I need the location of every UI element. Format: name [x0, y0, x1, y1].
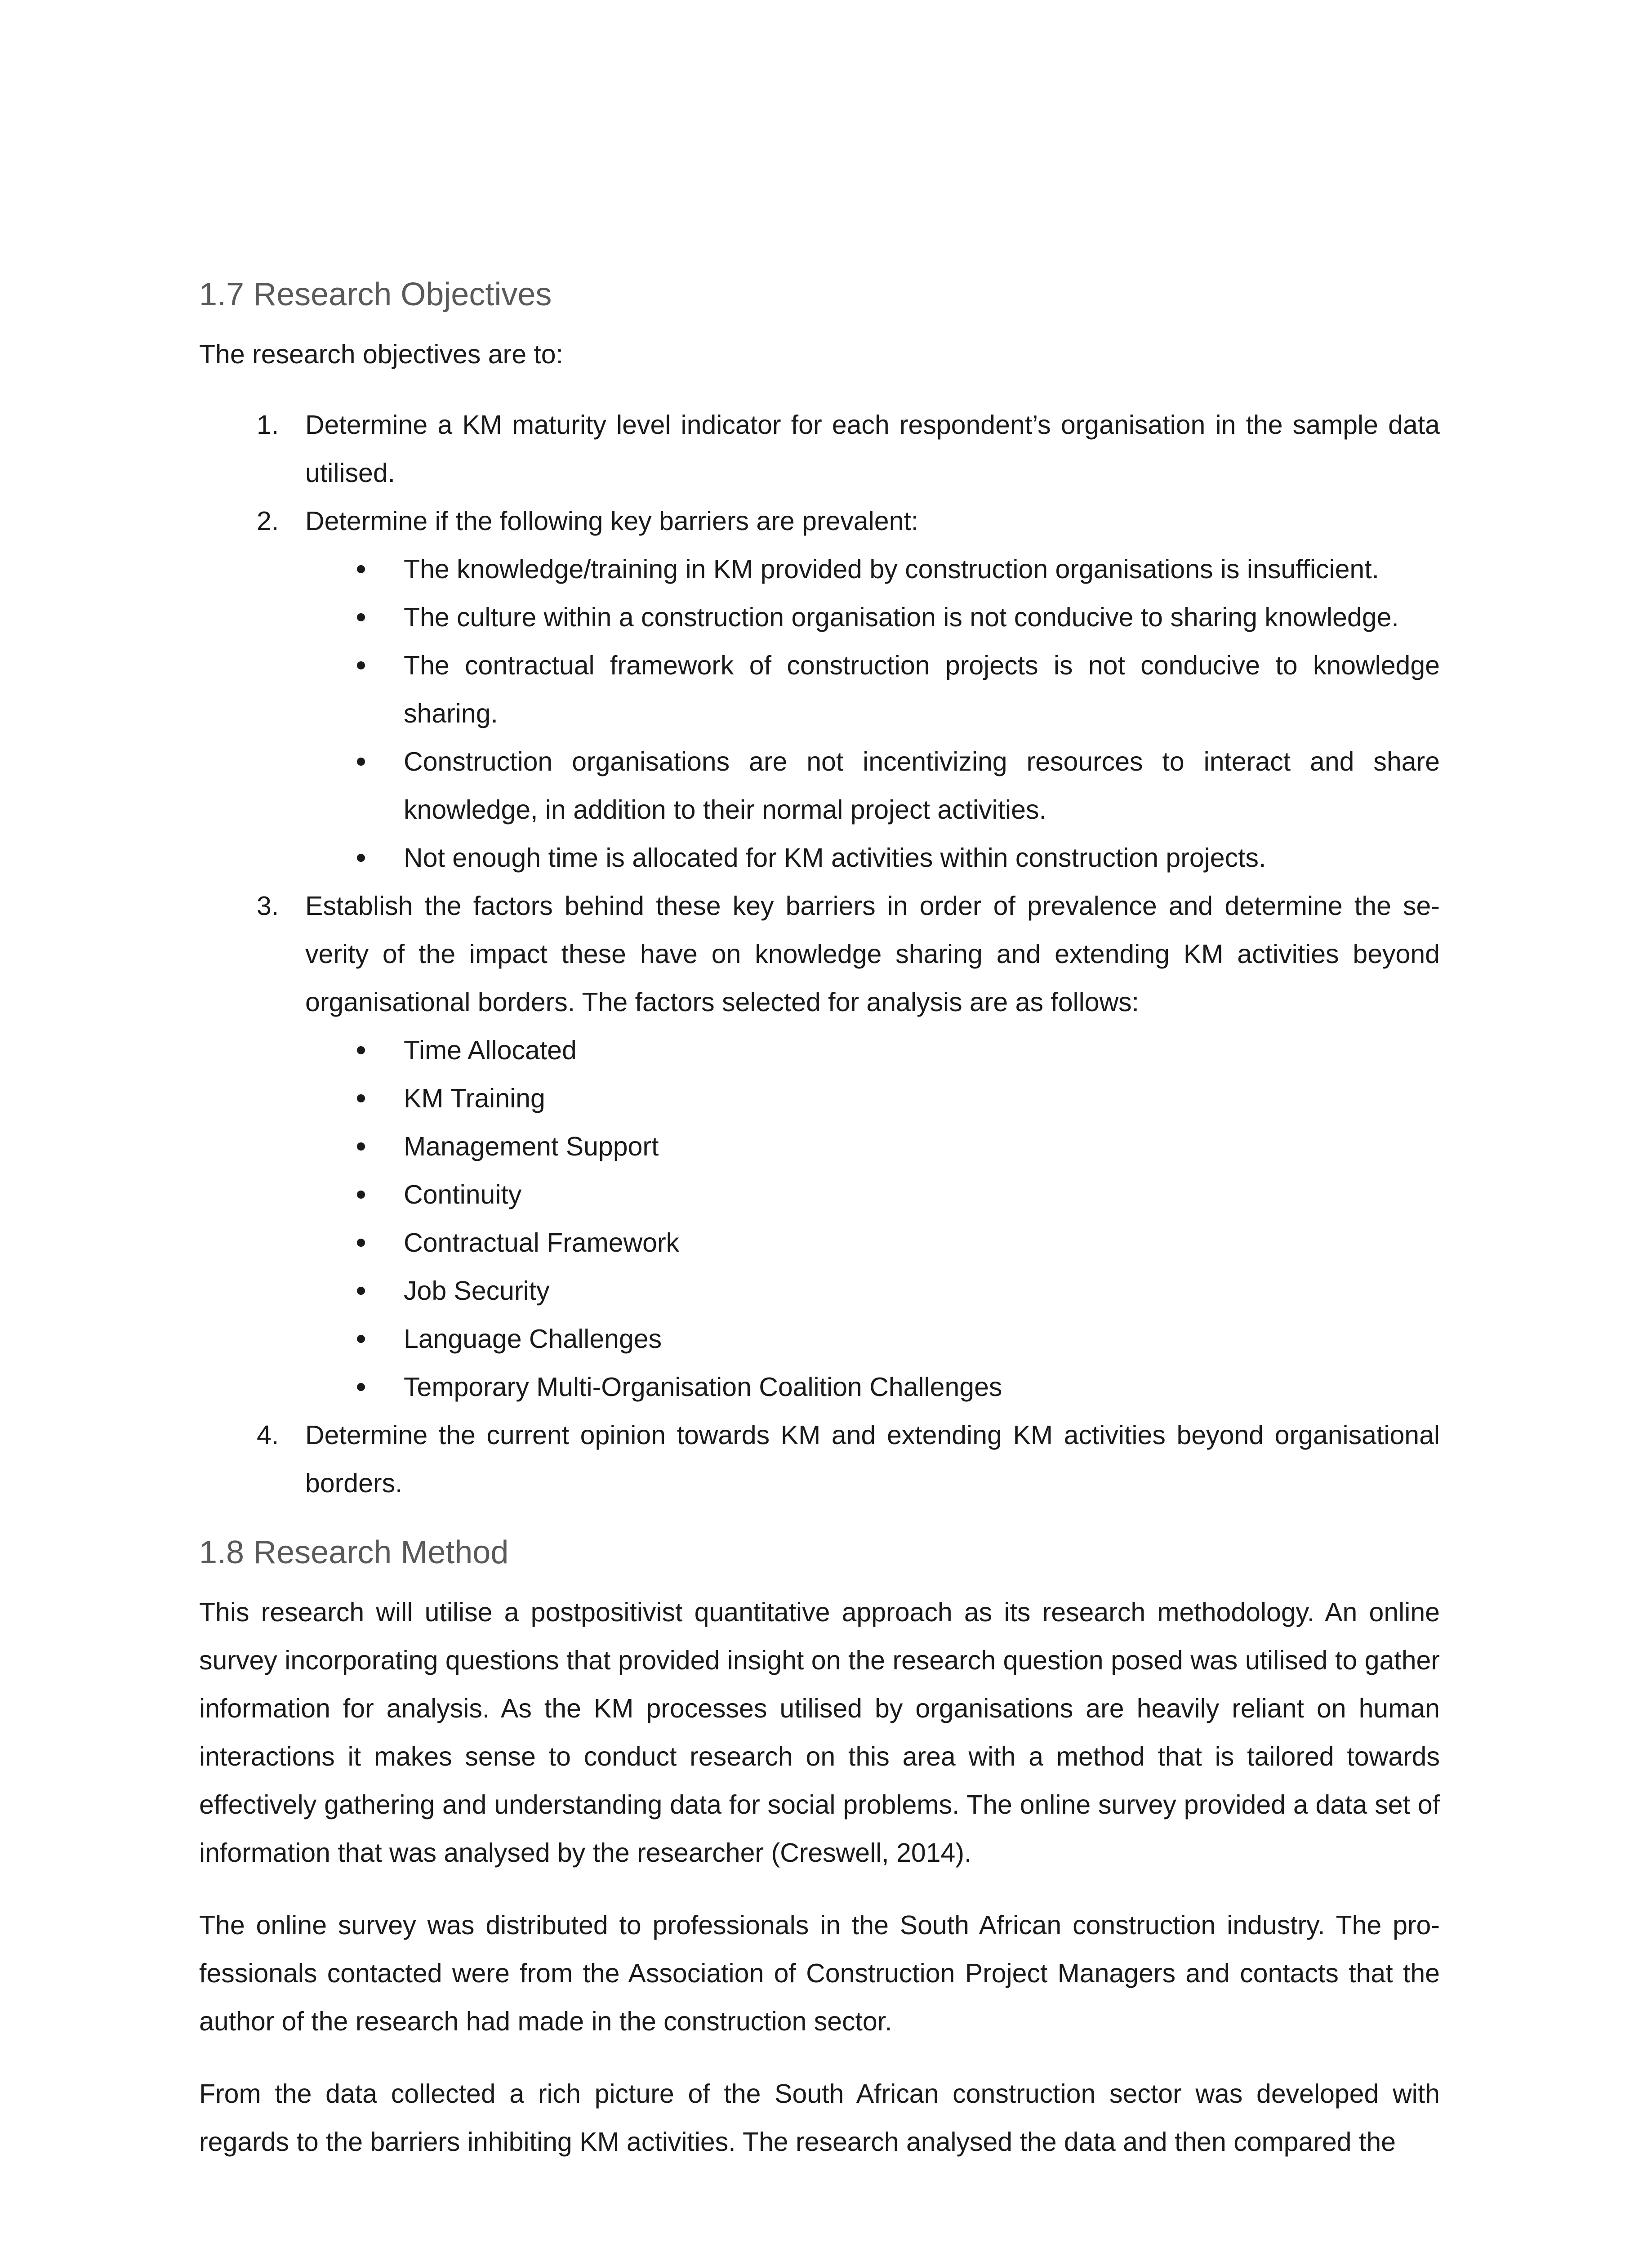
method-paragraph: The online survey was distributed to professionals in the South African construction industry. The pro-fessionals contacted were from the Association of Construction Project Managers and contacts that the author of the research had made in the construction sector. — [199, 1910, 1440, 2036]
factor-text: Contractual Framework — [404, 1228, 680, 1258]
bullet-icon — [357, 758, 365, 766]
factor-item — [305, 1219, 1440, 1267]
barrier-item — [305, 642, 1440, 738]
bullet-icon — [357, 1287, 365, 1295]
barrier-item — [305, 738, 1440, 834]
barrier-item — [305, 593, 1440, 642]
objective-item — [199, 1411, 1440, 1508]
bullet-icon — [357, 661, 365, 669]
bullet-icon — [357, 854, 365, 862]
factor-item — [305, 1267, 1440, 1315]
bullet-icon — [357, 1335, 365, 1343]
barrier-text: Not enough time is allocated for KM activities within construction projects. — [404, 843, 1266, 873]
barrier-item — [305, 834, 1440, 882]
factor-list — [305, 1026, 1440, 1411]
bullet-icon — [357, 613, 365, 621]
objectives-list — [199, 401, 1440, 1508]
factor-text: Time Allocated — [404, 1035, 577, 1065]
objective-item — [199, 497, 1440, 882]
objective-text: Determine a KM maturity level indicator for each respondent’s organisation in the sample data utilised. — [305, 410, 1440, 488]
factor-text: Job Security — [404, 1276, 550, 1306]
bullet-icon — [357, 565, 365, 573]
objective-number: 3. — [257, 891, 279, 921]
section-heading-research-objectives: 1.7 Research Objectives — [199, 277, 552, 312]
objective-text: Determine if the following key barriers are prevalent: — [305, 506, 919, 536]
factor-text: KM Training — [404, 1084, 545, 1113]
bullet-icon — [357, 1142, 365, 1151]
objectives-intro: The research objectives are to: — [199, 339, 564, 369]
barrier-text: The knowledge/training in KM provided by construction organisations is insufficient. — [404, 554, 1379, 584]
objective-item — [199, 401, 1440, 497]
objective-number: 2. — [257, 506, 279, 536]
bullet-icon — [357, 1046, 365, 1054]
bullet-icon — [357, 1094, 365, 1102]
barrier-text: Construction organisations are not incentivizing resources to interact and share knowledge, in addition to their normal project activities. — [404, 747, 1440, 825]
factor-text: Continuity — [404, 1180, 522, 1209]
barrier-text: The contractual framework of construction projects is not conducive to knowledge sharing. — [404, 651, 1440, 728]
factor-text: Management Support — [404, 1132, 659, 1161]
method-paragraph: This research will utilise a postpositivist quantitative approach as its research methodology. An online survey incorporating questions that provided insight on the research question posed was utilised to gather information for analysis. As the KM processes utilised by organisations are heavily reliant on human interactions it makes sense to conduct research on this area with a method that is tailored towards effectively gathering and understanding data for social problems. The online survey provided a data set of information that was analysed by the researcher (Creswell, 2014). — [199, 1597, 1440, 1868]
factor-item — [305, 1075, 1440, 1123]
objective-text: Establish the factors behind these key barriers in order of prevalence and determine the se-verity of the impact these have on knowledge sharing and extending KM activities beyond organisational borders. The factors selected for analysis are as follows: — [305, 891, 1440, 1017]
objective-item — [199, 882, 1440, 1411]
barrier-text: The culture within a construction organisation is not conducive to sharing knowledge. — [404, 602, 1399, 632]
bullet-icon — [357, 1191, 365, 1199]
page-content — [199, 272, 1440, 2190]
objective-number: 4. — [257, 1420, 279, 1450]
factor-item — [305, 1026, 1440, 1075]
objective-text: Determine the current opinion towards KM and extending KM activities beyond organisational borders. — [305, 1420, 1440, 1498]
method-paragraph: From the data collected a rich picture of the South African construction sector was developed with regards to the barriers inhibiting KM activities. The research analysed the data and then compared the — [199, 2079, 1440, 2157]
factor-item — [305, 1315, 1440, 1363]
bullet-icon — [357, 1239, 365, 1247]
section-heading-research-method: 1.8 Research Method — [199, 1534, 509, 1570]
barrier-list — [305, 545, 1440, 882]
factor-item — [305, 1171, 1440, 1219]
bullet-icon — [357, 1383, 365, 1391]
barrier-item — [305, 545, 1440, 593]
factor-item — [305, 1123, 1440, 1171]
factor-text: Language Challenges — [404, 1324, 662, 1354]
factor-item — [305, 1363, 1440, 1411]
objective-number: 1. — [257, 410, 279, 440]
factor-text: Temporary Multi-Organisation Coalition Challenges — [404, 1372, 1002, 1402]
